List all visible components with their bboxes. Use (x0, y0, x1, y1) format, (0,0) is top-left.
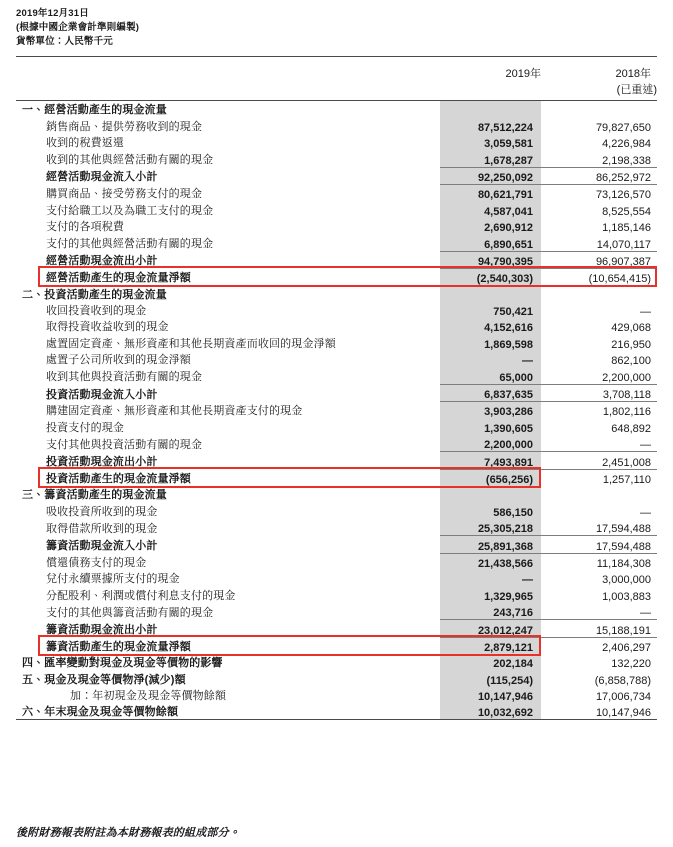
row-value-2018: (10,654,415) (588, 273, 651, 286)
currency-unit: 貨幣單位：人民幣千元 (16, 36, 114, 47)
row-value-2018: 132,220 (611, 658, 651, 671)
row-label: 六、年末現金及現金等價物餘額 (22, 706, 179, 719)
row-label: 償還債務支付的現金 (46, 556, 147, 569)
row-label: 收到的稅費返還 (46, 137, 125, 150)
table-row (16, 351, 657, 367)
column-note-year-current (440, 81, 541, 97)
row-label: 處置子公司所收到的現金淨額 (46, 354, 191, 367)
row-label: 支付給職工以及為職工支付的現金 (46, 204, 214, 217)
rule-segment-y1 (440, 57, 541, 65)
row-value-2018: 73,126,570 (595, 189, 651, 202)
row-value-2018: 1,802,116 (602, 406, 651, 419)
row-label: 一、經營活動產生的現金流量 (22, 104, 167, 117)
row-value-2019: 750,421 (440, 302, 541, 318)
row-value-2018: — (640, 439, 651, 452)
table-row (16, 452, 657, 469)
column-note-label (16, 81, 440, 97)
row-value-2019: 2,200,000 (440, 435, 541, 452)
row-value-2019: 1,678,287 (440, 150, 541, 167)
table-row (16, 402, 657, 419)
row-label: 處置固定資產、無形資產和其他長期資產而收回的現金淨額 (46, 337, 336, 350)
row-label: 收到的其他與經營活動有關的現金 (46, 154, 214, 167)
row-value-2018: (6,858,788) (594, 674, 651, 687)
cash-flow-statement-table (16, 56, 657, 722)
row-value-2018: 15,188,191 (541, 620, 657, 637)
row-value-2018: 17,006,734 (595, 691, 651, 704)
row-label: 支付的其他與籌資活動有關的現金 (46, 606, 214, 619)
row-label: 取得投資收益收到的現金 (46, 321, 169, 334)
table-row (16, 234, 657, 251)
row-label: 投資活動現金流入小計 (46, 388, 158, 401)
row-value-2019: 202,184 (440, 654, 541, 670)
row-label: 收到其他與投資活動有關的現金 (46, 371, 203, 384)
row-value-2019: 23,012,247 (440, 620, 541, 637)
row-value-2018: 11,184,308 (596, 557, 651, 570)
row-label: 購建固定資產、無形資產和其他長期資產支付的現金 (46, 405, 303, 418)
table-row (16, 469, 657, 486)
row-label: 經營活動現金流出小計 (46, 255, 158, 268)
row-label: 購買商品、接受勞務支付的現金 (46, 188, 203, 201)
row-value-2018: 8,525,554 (602, 205, 651, 218)
row-value-2018: 2,451,008 (541, 452, 657, 469)
row-value-2019: 3,059,581 (440, 134, 541, 150)
row-value-2018: — (640, 306, 651, 319)
table-row (16, 167, 657, 184)
table-row (16, 367, 657, 384)
row-label: 取得借款所收到的現金 (46, 522, 158, 535)
table-row (16, 418, 657, 434)
row-value-2019: 2,879,121 (440, 637, 541, 654)
row-value-2018: 4,226,984 (602, 138, 651, 151)
table-row (16, 117, 657, 133)
row-value-2019 (440, 101, 541, 118)
row-value-2018: 3,000,000 (602, 574, 651, 587)
rule-segment-y2 (541, 57, 657, 65)
row-value-2019: 25,891,368 (440, 536, 541, 553)
row-value-2018 (541, 285, 657, 301)
table-row (16, 603, 657, 620)
table-row (16, 553, 657, 570)
table-header (16, 57, 657, 101)
table-row (16, 654, 657, 670)
table-row (16, 302, 657, 318)
table-row (16, 201, 657, 217)
row-label: 銷售商品、提供勞務收到的現金 (46, 120, 203, 133)
row-value-2018: 1,003,883 (602, 590, 651, 603)
row-label: 五、現金及現金等價物淨(減少)額 (22, 673, 186, 686)
row-value-2018: 1,185,146 (602, 222, 651, 235)
table-row (16, 134, 657, 150)
row-value-2019: 243,716 (440, 603, 541, 620)
row-value-2019: 1,329,965 (440, 586, 541, 602)
row-value-2019: (115,254) (440, 670, 541, 686)
row-label: 支付的各項稅費 (46, 221, 125, 234)
row-value-2018: 14,070,117 (596, 238, 651, 251)
table-row (16, 318, 657, 334)
row-label: 分配股利、利潤或償付利息支付的現金 (46, 589, 236, 602)
row-value-2019: 1,869,598 (440, 334, 541, 350)
row-value-2018: 648,892 (611, 422, 651, 435)
row-value-2018: 429,068 (611, 322, 651, 335)
row-value-2019: 25,305,218 (440, 519, 541, 536)
row-label: 經營活動產生的現金流量淨額 (46, 272, 191, 285)
row-value-2018: 216,950 (611, 338, 651, 351)
row-value-2018: 1,257,110 (602, 473, 651, 486)
row-value-2019: (656,256) (440, 469, 541, 486)
statement-date: 2019年12月31日 (16, 8, 89, 19)
table-footer (16, 720, 657, 723)
row-value-2019 (440, 285, 541, 301)
foot-rule-y1 (440, 720, 541, 723)
row-value-2018: 2,198,338 (602, 154, 651, 167)
row-label: 籌資活動產生的現金流量淨額 (46, 640, 191, 653)
table-row (16, 687, 657, 703)
row-value-2019: (2,540,303) (440, 268, 541, 285)
table-row (16, 184, 657, 201)
row-label: 籌資活動現金流出小計 (46, 624, 158, 636)
table-row (16, 101, 657, 118)
row-value-2019: — (440, 570, 541, 586)
foot-rule-y2 (541, 720, 657, 723)
row-label: 投資支付的現金 (46, 421, 125, 434)
row-value-2019: 4,152,616 (440, 318, 541, 334)
row-label: 投資活動現金流出小計 (46, 456, 158, 469)
row-value-2018: — (640, 607, 651, 620)
row-label: 投資活動產生的現金流量淨額 (46, 472, 191, 485)
header-note-row (16, 81, 657, 97)
table-row (16, 251, 657, 268)
row-value-2019 (440, 486, 541, 502)
row-value-2019: — (440, 351, 541, 367)
row-label: 經營活動現金流入小計 (46, 171, 158, 184)
table-row (16, 384, 657, 401)
row-value-2018: — (640, 506, 651, 519)
row-value-2018: 2,406,297 (602, 641, 651, 654)
table-row (16, 502, 657, 518)
document-header (16, 7, 139, 49)
row-label: 支付其他與投資活動有關的現金 (46, 438, 203, 451)
row-value-2018: 17,594,488 (595, 523, 651, 536)
table-row (16, 586, 657, 602)
table-row (16, 150, 657, 167)
footnote: 後附財務報表附註為本財務報表的組成部分。 (16, 827, 240, 839)
table-row (16, 334, 657, 350)
table-row (16, 519, 657, 536)
row-value-2019: 10,147,946 (440, 687, 541, 703)
table-row (16, 435, 657, 452)
rule-segment-label (16, 57, 440, 65)
row-value-2019: 2,690,912 (440, 218, 541, 234)
column-note-year-prior: (已重述) (616, 84, 657, 96)
row-label: 支付的其他與經營活動有關的現金 (46, 238, 214, 251)
row-value-2019: 10,032,692 (440, 703, 541, 720)
row-label: 籌資活動現金流入小計 (46, 540, 158, 553)
table-row (16, 637, 657, 654)
column-header-year-current: 2019年 (505, 68, 541, 80)
table-row (16, 570, 657, 586)
row-value-2018: 86,252,972 (541, 167, 657, 184)
row-value-2019: 92,250,092 (440, 167, 541, 184)
row-value-2018: 862,100 (611, 355, 651, 368)
row-value-2019: 7,493,891 (440, 452, 541, 469)
row-label: 兌付永續票據所支付的現金 (46, 573, 180, 586)
row-label: 吸收投資所收到的現金 (46, 505, 158, 518)
row-value-2019: 3,903,286 (440, 402, 541, 419)
row-value-2019: 6,890,651 (440, 234, 541, 251)
row-value-2018: 79,827,650 (595, 121, 651, 134)
row-label: 收回投資收到的現金 (46, 305, 147, 318)
row-value-2018 (541, 101, 657, 118)
header-year-row (16, 64, 657, 81)
row-value-2018 (541, 486, 657, 502)
foot-rule-label (16, 720, 440, 723)
row-value-2019: 94,790,395 (440, 251, 541, 268)
row-value-2019: 65,000 (440, 367, 541, 384)
column-header-year-prior: 2018年 (615, 68, 651, 80)
table-row (16, 218, 657, 234)
table-row (16, 486, 657, 502)
row-label: 三、籌資活動產生的現金流量 (22, 489, 167, 502)
row-value-2019: 87,512,224 (440, 117, 541, 133)
table-body (16, 101, 657, 720)
row-value-2019: 21,438,566 (440, 553, 541, 570)
table-row (16, 670, 657, 686)
row-value-2019: 6,837,635 (440, 384, 541, 401)
row-value-2018: 10,147,946 (595, 707, 651, 720)
row-value-2018: 17,594,488 (541, 536, 657, 553)
column-header-label (16, 64, 440, 81)
row-value-2019: 4,587,041 (440, 201, 541, 217)
table-bottom-rule (16, 720, 657, 723)
row-label: 加：年初現金及現金等價物餘額 (70, 690, 227, 703)
row-value-2019: 586,150 (440, 502, 541, 518)
row-label: 四、匯率變動對現金及現金等價物的影響 (22, 657, 223, 670)
accounting-basis: (根據中國企業會計準則編製) (16, 22, 140, 33)
row-value-2018: 2,200,000 (602, 371, 651, 384)
header-top-rule (16, 57, 657, 65)
table-row (16, 268, 657, 285)
row-value-2019: 80,621,791 (440, 184, 541, 201)
row-label: 二、投資活動產生的現金流量 (22, 288, 167, 301)
row-value-2018: 96,907,387 (541, 251, 657, 268)
row-value-2019: 1,390,605 (440, 418, 541, 434)
table-row (16, 285, 657, 301)
table-row (16, 703, 657, 720)
table-row (16, 620, 657, 637)
table-row (16, 536, 657, 553)
row-value-2018: 3,708,118 (541, 384, 657, 401)
